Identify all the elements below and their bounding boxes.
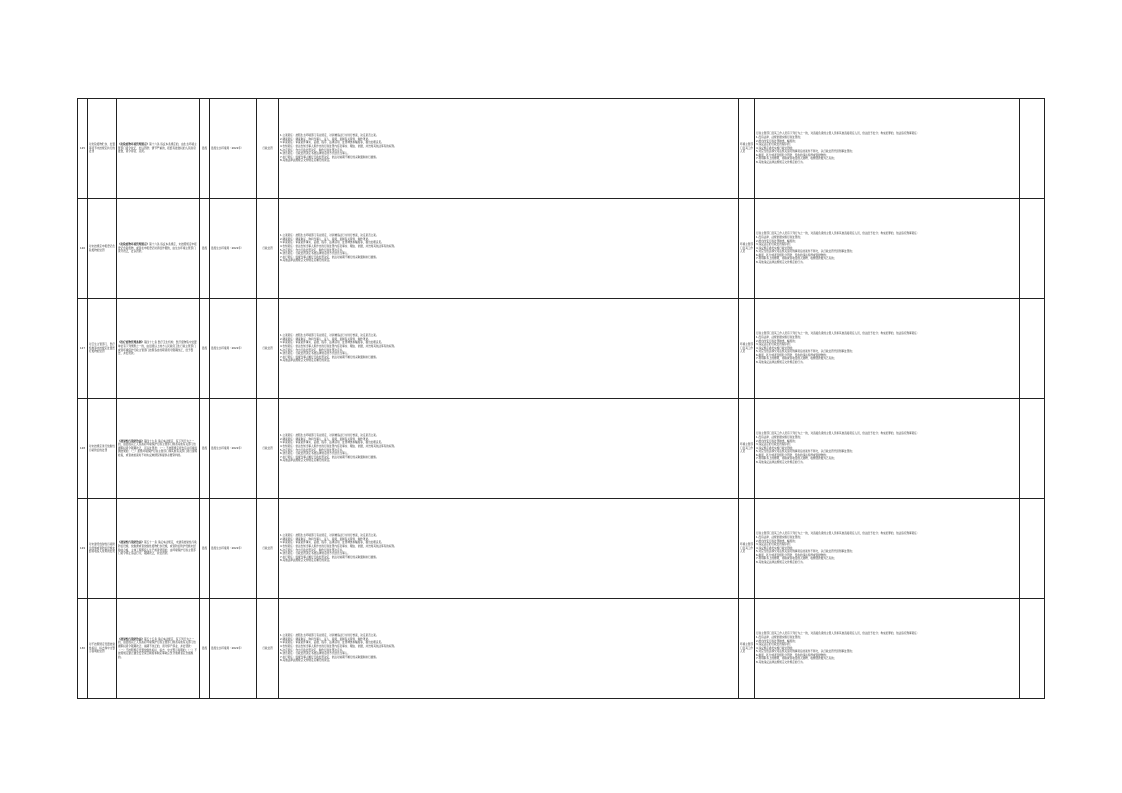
item-name: 对未按规定申报登记危险废物的处罚: [88, 199, 117, 299]
legal-basis-text: 第五十一条 违反本法规定，未建造放射性污染防治设施、放射源或者放射性废物贮存设施，或者防治防护设施未经验收合格，主体工程即投入生产或者使用的，由环境保护行政主管部门责令停止违法行为，限期改正，并处罚款。: [118, 541, 197, 556]
accountability-subject: 环境主管部门及其工作人员: [739, 399, 755, 499]
remarks: [1020, 499, 1045, 599]
accountability-line: 1.没有法律、法规依据实施行政处罚的；: [756, 335, 803, 339]
accountability-line: 6.截留、私分或者变相私分罚款、没收的违法所得或者财物的；: [756, 553, 829, 557]
accountability-subject: 环境主管部门及其工作人员: [739, 199, 755, 299]
implementing-department: 县级生态环境局（2022年）: [210, 499, 257, 599]
accountability-line: 行政主管部门及其工作人员有下列行为之一的，对直接负责的主管人员和其他直接责任人员，依法给予处分；构成犯罪的，依法追究刑事责任：: [756, 432, 920, 436]
accountability-line: 4.违反规定委托实施行政处罚的；: [756, 246, 795, 250]
responsibility-line: 7.执行责任：监督当事人履行行政处罚决定，依法对逾期不履行的采取强制执行措施。: [280, 155, 379, 159]
responsibility-items: [279, 399, 739, 499]
table-row: [78, 399, 1045, 499]
accountability-line: 7.利用职务上的便利，索取或者收受他人财物、收缴罚款据为己有的；: [756, 257, 837, 261]
table-row: [78, 499, 1045, 599]
responsibility-line: 8.其他法律法规规章文件规定应履行的责任。: [280, 259, 332, 263]
responsibility-line: 3.审查责任：审查案件事实、证据、程序、法律适用、处罚种类和幅度等，提出处理意见。: [280, 441, 384, 445]
accountability-line: 2.擅自改变行政处罚种类、幅度的；: [756, 439, 798, 443]
responsibility-line: 4.告知责任：依法告知当事人拟作出的行政处罚内容及事实、理由、依据，并告知其依法享有的权利。: [280, 444, 397, 448]
responsibility-line: 8.其他法律法规规章文件规定应履行的责任。: [280, 359, 332, 363]
responsibility-line: 3.审查责任：审查案件事实、证据、程序、法律适用、处罚种类和幅度等，提出处理意见。: [280, 641, 384, 645]
responsibility-line: 2.调查责任：调查取证，询问当事人、证人，查阅、复制有关资料，制作笔录。: [280, 637, 371, 641]
responsibility-line: 2.调查责任：调查取证，询问当事人、证人，查阅、复制有关资料，制作笔录。: [280, 237, 371, 241]
responsibility-line: 1.立案责任：按照生态环境部门有关规定，对涉嫌违法行为进行核查，决定是否立案。: [280, 234, 379, 238]
responsibility-line: 4.告知责任：依法告知当事人拟作出的行政处罚内容及事实、理由、依据，并告知其依法享有的权利。: [280, 144, 397, 148]
accountability-line: 1.没有法律、法规依据实施行政处罚的；: [756, 535, 803, 539]
item-name: 对卫生主管部门、医疗机构等未按规定处置医疗废物的处罚: [88, 299, 117, 399]
accountability-line: 8.其他违反法律法规规章文件规定的行为。: [756, 661, 806, 665]
responsibility-line: 7.执行责任：监督当事人履行行政处罚决定，依法对逾期不履行的采取强制执行措施。: [280, 355, 379, 359]
responsibility-line: 5.决定责任：作出行政处罚决定，制作行政处罚决定书。: [280, 548, 345, 552]
legal-basis-title: 《危险废物环境管理规定》: [118, 143, 150, 147]
implementing-level: 县级: [200, 599, 210, 699]
table-body: [78, 99, 1045, 699]
item-name: 对危险废物贮存、处置等环节未按规定执行的处罚: [88, 99, 117, 199]
legal-basis: [117, 599, 200, 699]
responsibility-line: 8.其他法律法规规章文件规定应履行的责任。: [280, 459, 332, 463]
legal-basis: [117, 99, 200, 199]
accountability-line: 2.擅自改变行政处罚种类、幅度的；: [756, 239, 798, 243]
responsibility-line: 1.立案责任：按照生态环境部门有关规定，对涉嫌违法行为进行核查，决定是否立案。: [280, 134, 379, 138]
accountability-line: 5.对应当依法移交司法机关追究刑事责任的案件不移交，以行政处罚代替刑事处罚的；: [756, 550, 855, 554]
accountability-subject: 环境主管部门及其工作人员: [739, 299, 755, 399]
item-number: 127: [78, 299, 88, 399]
table-row: [78, 599, 1045, 699]
remarks: [1020, 399, 1045, 499]
legal-basis: [117, 199, 200, 299]
accountability-line: 6.截留、私分或者变相私分罚款、没收的违法所得或者财物的；: [756, 153, 829, 157]
responsibility-line: 4.告知责任：依法告知当事人拟作出的行政处罚内容及事实、理由、依据，并告知其依法享有的权利。: [280, 644, 397, 648]
accountability-line: 5.对应当依法移交司法机关追究刑事责任的案件不移交，以行政处罚代替刑事处罚的；: [756, 150, 855, 154]
remarks: [1020, 299, 1045, 399]
power-category: 行政处罚: [257, 499, 279, 599]
responsibility-line: 7.执行责任：监督当事人履行行政处罚决定，依法对逾期不履行的采取强制执行措施。: [280, 655, 379, 659]
responsibility-line: 2.调查责任：调查取证，询问当事人、证人，查阅、复制有关资料，制作笔录。: [280, 337, 371, 341]
legal-basis-title: 《放射性污染防治法》: [118, 439, 144, 443]
power-category: 行政处罚: [257, 399, 279, 499]
accountability-line: 行政主管部门及其工作人员有下列行为之一的，对直接负责的主管人员和其他直接责任人员，依法给予处分；构成犯罪的，依法追究刑事责任：: [756, 232, 920, 236]
accountability-line: 2.擅自改变行政处罚种类、幅度的；: [756, 539, 798, 543]
implementing-level: 县级: [200, 399, 210, 499]
implementing-level: 县级: [200, 199, 210, 299]
responsibility-line: 5.决定责任：作出行政处罚决定，制作行政处罚决定书。: [280, 248, 345, 252]
item-name: 对不按照规定设置放射性标识、标志和中文警示说明的处罚: [88, 599, 117, 699]
accountability-line: 6.截留、私分或者变相私分罚款、没收的违法所得或者财物的；: [756, 353, 829, 357]
remarks: [1020, 599, 1045, 699]
accountability-line: 3.违反法定的行政处罚程序的；: [756, 143, 793, 147]
responsibility-line: 7.执行责任：监督当事人履行行政处罚决定，依法对逾期不履行的采取强制执行措施。: [280, 455, 379, 459]
power-category: 行政处罚: [257, 599, 279, 699]
responsibility-line: 4.告知责任：依法告知当事人拟作出的行政处罚内容及事实、理由、依据，并告知其依法享有的权利。: [280, 544, 397, 548]
accountability-line: 5.对应当依法移交司法机关追究刑事责任的案件不移交，以行政处罚代替刑事处罚的；: [756, 350, 855, 354]
legal-basis: [117, 399, 200, 499]
responsibility-line: 6.送达责任：行政处罚决定书按法律规定的方式送达当事人。: [280, 152, 350, 156]
accountability-line: 2.擅自改变行政处罚种类、幅度的；: [756, 339, 798, 343]
accountability-line: 6.截留、私分或者变相私分罚款、没收的违法所得或者财物的；: [756, 653, 829, 657]
responsibility-line: 4.告知责任：依法告知当事人拟作出的行政处罚内容及事实、理由、依据，并告知其依法享有的权利。: [280, 244, 397, 248]
legal-basis-text: 第十六条 违反本条规定的，由生态环境主管部门责令改正，处以罚款；情节严重的，报经有批准权的人民政府批准，责令停业、关闭。: [118, 143, 197, 154]
accountability-line: 7.利用职务上的便利，索取或者收受他人财物、收缴罚款据为己有的；: [756, 157, 837, 161]
responsibility-line: 6.送达责任：行政处罚决定书按法律规定的方式送达当事人。: [280, 252, 350, 256]
item-number: 130: [78, 599, 88, 699]
legal-basis-title: 《危险废物环境管理规定》: [118, 243, 150, 247]
responsibility-line: 6.送达责任：行政处罚决定书按法律规定的方式送达当事人。: [280, 352, 350, 356]
accountability-line: 3.违反法定的行政处罚程序的；: [756, 343, 793, 347]
accountability-subject: 环境主管部门及其工作人员: [739, 99, 755, 199]
responsibility-line: 5.决定责任：作出行政处罚决定，制作行政处罚决定书。: [280, 148, 345, 152]
responsibility-line: 1.立案责任：按照生态环境部门有关规定，对涉嫌违法行为进行核查，决定是否立案。: [280, 334, 379, 338]
responsibility-line: 3.审查责任：审查案件事实、证据、程序、法律适用、处罚种类和幅度等，提出处理意见。: [280, 341, 384, 345]
legal-basis-text: 第五十五条 违反本法规定，有下列行为之一的，由县级以上人民政府环境保护行政主管部门或者其他有关部门依据职权责令限期改正；逾期不改正的，责令停产停业，并处罚款：（一）不按照规定设置放射性标识、标志、中文警示说明的；（二）不按照规定建立健全安全保卫制度和制定事故应急计划或者应急措施的。: [118, 637, 198, 659]
responsibility-line: 2.调查责任：调查取证，询问当事人、证人，查阅、复制有关资料，制作笔录。: [280, 537, 371, 541]
responsibility-line: 8.其他法律法规规章文件规定应履行的责任。: [280, 159, 332, 163]
accountability-line: 7.利用职务上的便利，索取或者收受他人财物、收缴罚款据为己有的；: [756, 357, 837, 361]
accountability-line: 4.违反规定委托实施行政处罚的；: [756, 146, 795, 150]
accountability-situations: [755, 299, 1020, 399]
responsibility-items: [279, 599, 739, 699]
accountability-line: 8.其他违反法律法规规章文件规定的行为。: [756, 461, 806, 465]
responsibility-line: 5.决定责任：作出行政处罚决定，制作行政处罚决定书。: [280, 648, 345, 652]
responsibility-line: 5.决定责任：作出行政处罚决定，制作行政处罚决定书。: [280, 448, 345, 452]
responsibility-line: 3.审查责任：审查案件事实、证据、程序、法律适用、处罚种类和幅度等，提出处理意见。: [280, 141, 384, 145]
item-number: 126: [78, 199, 88, 299]
implementing-department: 县级生态环境局（2022年）: [210, 399, 257, 499]
item-name: 对未建设放射性污染防治设施或者防治设施未经验收投入使用的处罚: [88, 499, 117, 599]
accountability-line: 1.没有法律、法规依据实施行政处罚的；: [756, 435, 803, 439]
accountability-subject: 环境主管部门及其工作人员: [739, 599, 755, 699]
responsibility-items: [279, 499, 739, 599]
accountability-line: 2.擅自改变行政处罚种类、幅度的；: [756, 639, 798, 643]
accountability-situations: [755, 399, 1020, 499]
implementing-department: 县级生态环境局（2022年）: [210, 199, 257, 299]
responsibility-line: 1.立案责任：按照生态环境部门有关规定，对涉嫌违法行为进行核查，决定是否立案。: [280, 534, 379, 538]
legal-basis-title: 《放射性污染防治法》: [118, 541, 144, 545]
legal-basis-text: 第四十九条 违反本法规定，有下列行为之一的，由县级以上人民政府环境保护行政主管部门或者其他有关部门依据职权责令限期改正，可以处罚款：（一）不按照规定报告有关环境监测结果的；（二）拒绝环境保护行政主管部门和其他有关部门进行现场检查，或者被检查时不如实反映情况和提供必要资料的。: [118, 439, 198, 457]
implementing-level: 县级: [200, 99, 210, 199]
accountability-line: 3.违反法定的行政处罚程序的；: [756, 643, 793, 647]
item-number: 125: [78, 99, 88, 199]
accountability-line: 4.违反规定委托实施行政处罚的；: [756, 346, 795, 350]
accountability-line: 6.截留、私分或者变相私分罚款、没收的违法所得或者财物的；: [756, 453, 829, 457]
implementing-department: 县级生态环境局（2022年）: [210, 299, 257, 399]
regulation-table: [77, 98, 1045, 699]
legal-basis-text: 第四十七条 医疗卫生机构、医疗废物集中处置单位有下列情形之一的，由县级以上地方人民政府卫生行政主管部门或者环境保护行政主管部门按照各自的职责责令限期改正，给予警告，并处罚款。: [118, 341, 197, 356]
accountability-line: 4.违反规定委托实施行政处罚的；: [756, 646, 795, 650]
table-row: [78, 199, 1045, 299]
legal-basis-title: 《放射性污染防治法》: [118, 637, 144, 641]
power-category: 行政处罚: [257, 199, 279, 299]
implementing-department: 县级生态环境局（2022年）: [210, 99, 257, 199]
accountability-line: 8.其他违反法律法规规章文件规定的行为。: [756, 561, 806, 565]
accountability-line: 1.没有法律、法规依据实施行政处罚的；: [756, 635, 803, 639]
responsibility-line: 3.审查责任：审查案件事实、证据、程序、法律适用、处罚种类和幅度等，提出处理意见。: [280, 241, 384, 245]
accountability-line: 7.利用职务上的便利，索取或者收受他人财物、收缴罚款据为己有的；: [756, 457, 837, 461]
responsibility-line: 1.立案责任：按照生态环境部门有关规定，对涉嫌违法行为进行核查，决定是否立案。: [280, 634, 379, 638]
responsibility-line: 1.立案责任：按照生态环境部门有关规定，对涉嫌违法行为进行核查，决定是否立案。: [280, 434, 379, 438]
accountability-line: 行政主管部门及其工作人员有下列行为之一的，对直接负责的主管人员和其他直接责任人员，依法给予处分；构成犯罪的，依法追究刑事责任：: [756, 532, 920, 536]
responsibility-line: 8.其他法律法规规章文件规定应履行的责任。: [280, 559, 332, 563]
accountability-line: 3.违反法定的行政处罚程序的；: [756, 543, 793, 547]
remarks: [1020, 199, 1045, 299]
accountability-line: 8.其他违反法律法规规章文件规定的行为。: [756, 161, 806, 165]
responsibility-line: 8.其他法律法规规章文件规定应履行的责任。: [280, 659, 332, 663]
item-number: 129: [78, 499, 88, 599]
responsibility-line: 6.送达责任：行政处罚决定书按法律规定的方式送达当事人。: [280, 652, 350, 656]
power-category: 行政处罚: [257, 99, 279, 199]
item-name: 对未按规定进行放射性污染防治的处罚: [88, 399, 117, 499]
responsibility-line: 6.送达责任：行政处罚决定书按法律规定的方式送达当事人。: [280, 452, 350, 456]
accountability-line: 行政主管部门及其工作人员有下列行为之一的，对直接负责的主管人员和其他直接责任人员，依法给予处分；构成犯罪的，依法追究刑事责任：: [756, 132, 920, 136]
accountability-situations: [755, 599, 1020, 699]
accountability-line: 1.没有法律、法规依据实施行政处罚的；: [756, 135, 803, 139]
accountability-line: 6.截留、私分或者变相私分罚款、没收的违法所得或者财物的；: [756, 253, 829, 257]
accountability-situations: [755, 499, 1020, 599]
responsibility-line: 2.调查责任：调查取证，询问当事人、证人，查阅、复制有关资料，制作笔录。: [280, 137, 371, 141]
responsibility-items: [279, 199, 739, 299]
responsibility-items: [279, 299, 739, 399]
implementing-department: 县级生态环境局（2022年）: [210, 599, 257, 699]
legal-basis-text: 第十六条 违反本条规定，未按照规定申报登记危险废物，或者在申报登记时弄虚作假的，由生态环境主管部门责令改正，处以罚款。: [118, 243, 197, 254]
responsibility-line: 7.执行责任：监督当事人履行行政处罚决定，依法对逾期不履行的采取强制执行措施。: [280, 255, 379, 259]
accountability-line: 2.擅自改变行政处罚种类、幅度的；: [756, 139, 798, 143]
responsibility-items: [279, 99, 739, 199]
responsibility-line: 7.执行责任：监督当事人履行行政处罚决定，依法对逾期不履行的采取强制执行措施。: [280, 555, 379, 559]
accountability-line: 7.利用职务上的便利，索取或者收受他人财物、收缴罚款据为己有的；: [756, 657, 837, 661]
accountability-line: 5.对应当依法移交司法机关追究刑事责任的案件不移交，以行政处罚代替刑事处罚的；: [756, 450, 855, 454]
table-row: [78, 299, 1045, 399]
accountability-subject: 环境主管部门及其工作人员: [739, 499, 755, 599]
accountability-line: 8.其他违反法律法规规章文件规定的行为。: [756, 361, 806, 365]
remarks: [1020, 99, 1045, 199]
accountability-line: 5.对应当依法移交司法机关追究刑事责任的案件不移交，以行政处罚代替刑事处罚的；: [756, 650, 855, 654]
power-category: 行政处罚: [257, 299, 279, 399]
accountability-line: 4.违反规定委托实施行政处罚的；: [756, 446, 795, 450]
accountability-line: 行政主管部门及其工作人员有下列行为之一的，对直接负责的主管人员和其他直接责任人员，依法给予处分；构成犯罪的，依法追究刑事责任：: [756, 332, 920, 336]
accountability-line: 4.违反规定委托实施行政处罚的；: [756, 546, 795, 550]
accountability-line: 3.违反法定的行政处罚程序的；: [756, 243, 793, 247]
legal-basis: [117, 499, 200, 599]
accountability-line: 3.违反法定的行政处罚程序的；: [756, 443, 793, 447]
responsibility-line: 6.送达责任：行政处罚决定书按法律规定的方式送达当事人。: [280, 552, 350, 556]
implementing-level: 县级: [200, 499, 210, 599]
accountability-line: 8.其他违反法律法规规章文件规定的行为。: [756, 261, 806, 265]
responsibility-line: 4.告知责任：依法告知当事人拟作出的行政处罚内容及事实、理由、依据，并告知其依法享有的权利。: [280, 344, 397, 348]
accountability-line: 1.没有法律、法规依据实施行政处罚的；: [756, 235, 803, 239]
table-row: [78, 99, 1045, 199]
item-number: 128: [78, 399, 88, 499]
accountability-situations: [755, 199, 1020, 299]
implementing-level: 县级: [200, 299, 210, 399]
accountability-line: 7.利用职务上的便利，索取或者收受他人财物、收缴罚款据为己有的；: [756, 557, 837, 561]
legal-basis-title: 《医疗废物管理条例》: [118, 341, 144, 345]
accountability-situations: [755, 99, 1020, 199]
accountability-line: 5.对应当依法移交司法机关追究刑事责任的案件不移交，以行政处罚代替刑事处罚的；: [756, 250, 855, 254]
responsibility-line: 3.审查责任：审查案件事实、证据、程序、法律适用、处罚种类和幅度等，提出处理意见。: [280, 541, 384, 545]
legal-basis: [117, 299, 200, 399]
responsibility-line: 2.调查责任：调查取证，询问当事人、证人，查阅、复制有关资料，制作笔录。: [280, 437, 371, 441]
responsibility-line: 5.决定责任：作出行政处罚决定，制作行政处罚决定书。: [280, 348, 345, 352]
accountability-line: 行政主管部门及其工作人员有下列行为之一的，对直接负责的主管人员和其他直接责任人员，依法给予处分；构成犯罪的，依法追究刑事责任：: [756, 632, 920, 636]
